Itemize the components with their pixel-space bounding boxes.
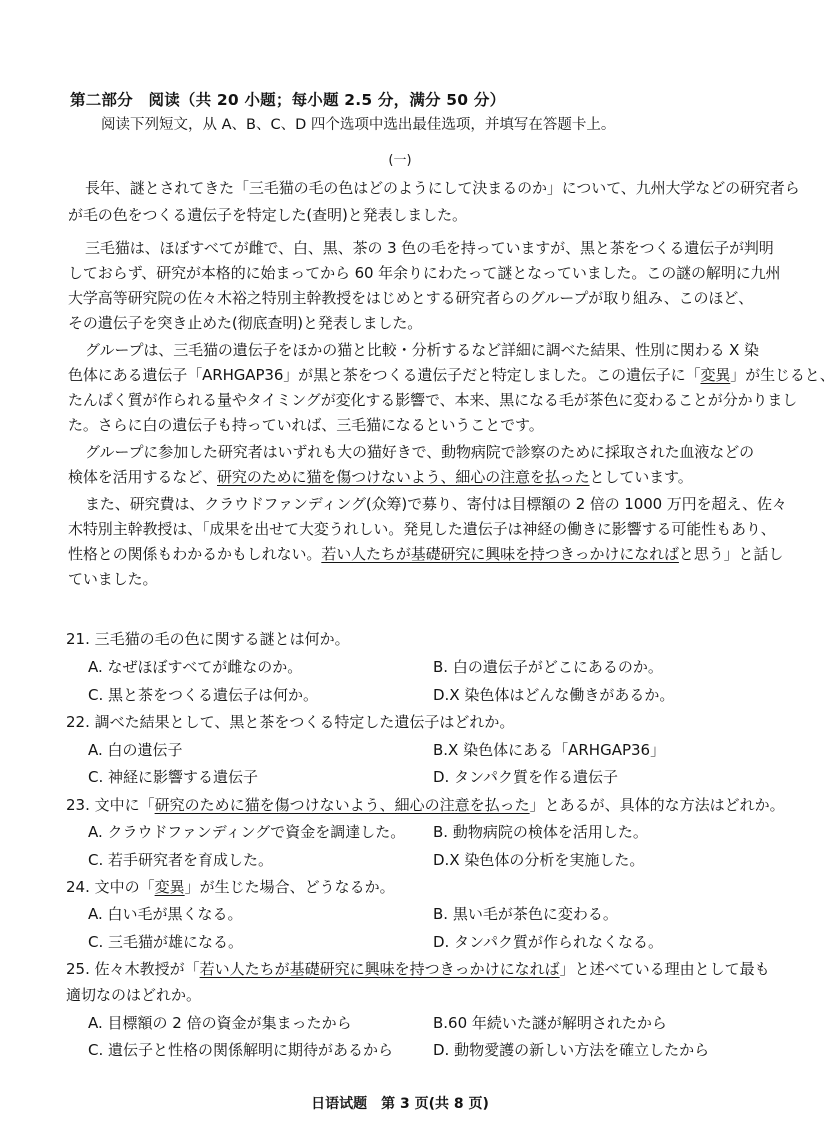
- question-23-option-b: B. 動物病院の検体を活用した。: [433, 823, 648, 841]
- underlined-phrase: 研究のために猫を傷つけないよう、細心の注意を払った: [154, 796, 530, 814]
- section-instruction: 阅读下列短文，从 A、B、C、D 四个选项中选出最佳选项，并填写在答题卡上。: [101, 117, 616, 133]
- stem-text: 24. 文中の「: [66, 878, 155, 896]
- question-21-option-d: D.X 染色体はどんな働きがあるか。: [433, 686, 675, 704]
- passage-line: グループに参加した研究者はいずれも大の猫好きで、動物病院で診察のために採取された血液などの: [85, 443, 755, 461]
- underlined-phrase: 研究のために猫を傷つけないよう、細心の注意を払った: [217, 468, 590, 486]
- stem-text: 25. 佐々木教授が「: [66, 960, 200, 978]
- passage-line: ていました。: [68, 570, 158, 588]
- passage-line: しておらず、研究が本格的に始まってから 60 年余りにわたって謎となっていました。この謎の解明に九州: [68, 264, 781, 282]
- underlined-term: 変異: [700, 366, 731, 384]
- question-24-stem: [66, 876, 395, 897]
- question-22-option-a: A. 白の遺伝子: [88, 741, 183, 759]
- passage-text: 検体を活用するなど、: [68, 468, 218, 486]
- question-24-option-c: C. 三毛猫が雄になる。: [88, 933, 244, 951]
- question-22-option-c: C. 神経に影響する遺伝子: [88, 768, 259, 786]
- underlined-phrase: 若い人たちが基礎研究に興味を持つきっかけになれば: [321, 545, 679, 563]
- passage-number: (一): [388, 153, 412, 168]
- stem-text: 」とあるが、具体的な方法はどれか。: [529, 796, 785, 814]
- question-25-option-b: B.60 年続いた謎が解明されたから: [433, 1014, 667, 1032]
- stem-text: 」と述べている理由として最も: [559, 960, 770, 978]
- question-22-option-d: D. タンパク質を作る遺伝子: [433, 768, 619, 786]
- passage-text: 色体にある遺伝子「ARHGAP36」が黒と茶をつくる遺伝子だと特定しました。この遺伝子に「: [68, 366, 701, 384]
- question-23-option-d: D.X 染色体の分析を実施した。: [433, 851, 645, 869]
- passage-line: が毛の色をつくる遺伝子を特定した(查明)と発表しました。: [68, 206, 467, 224]
- passage-line: [68, 364, 835, 385]
- question-24-option-a: A. 白い毛が黒くなる。: [88, 905, 243, 923]
- passage-text: 性格との関係もわかるかもしれない。: [68, 545, 322, 563]
- underlined-phrase: 若い人たちが基礎研究に興味を持つきっかけになれば: [199, 960, 560, 978]
- question-25-stem-line2: 適切なのはどれか。: [66, 986, 202, 1004]
- question-22-option-b: B.X 染色体にある「ARHGAP36」: [433, 741, 666, 759]
- passage-text: と思う」と話し: [678, 545, 784, 563]
- question-23-option-a: A. クラウドファンディングで資金を調達した。: [88, 823, 406, 841]
- passage-text: としています。: [589, 468, 693, 486]
- passage-line: たんぱく質が作られる量やタイミングが変化する影響で、本来、黒になる毛が茶色に変わることが分かりまし: [68, 391, 798, 409]
- passage-line: その遺伝子を突き止めた(彻底查明)と発表しました。: [68, 314, 423, 332]
- question-21-option-c: C. 黒と茶をつくる遺伝子は何か。: [88, 686, 319, 704]
- question-25-option-d: D. 動物愛護の新しい方法を確立したから: [433, 1041, 710, 1059]
- passage-line: た。さらに白の遺伝子も持っていれば、三毛猫になるということです。: [68, 416, 544, 434]
- question-25-option-c: C. 遺伝子と性格の関係解明に期待があるから: [88, 1041, 394, 1059]
- question-23-stem: [66, 794, 785, 815]
- passage-line: [68, 466, 693, 487]
- passage-line: グループは、三毛猫の遺伝子をほかの猫と比較・分析するなど詳細に調べた結果、性別に関わる X 染: [85, 341, 759, 359]
- question-23-option-c: C. 若手研究者を育成した。: [88, 851, 274, 869]
- question-21-option-a: A. なぜほぼすべてが雌なのか。: [88, 658, 303, 676]
- question-22-stem: 22. 調べた結果として、黒と茶をつくる特定した遺伝子はどれか。: [66, 713, 515, 731]
- passage-line: 木特別主幹教授は、「成果を出せて大変うれしい。発見した遺伝子は神経の働きに影響する可能性もあり、: [68, 520, 776, 538]
- passage-line: [68, 543, 783, 564]
- underlined-term: 変異: [154, 878, 185, 896]
- passage-line: 長年、謎とされてきた「三毛猫の毛の色はどのようにして決まるのか」について、九州大学などの研究者ら: [85, 179, 800, 197]
- question-25-stem: [66, 958, 770, 979]
- stem-text: 23. 文中に「: [66, 796, 155, 814]
- passage-text: 」が生じると、: [730, 366, 835, 384]
- question-21-option-b: B. 白の遺伝子がどこにあるのか。: [433, 658, 663, 676]
- question-24-option-d: D. タンパク質が作られなくなる。: [433, 933, 664, 951]
- section-title: 第二部分 阅读（共 20 小题；每小题 2.5 分，满分 50 分）: [70, 91, 506, 109]
- passage-line: また、研究費は、クラウドファンディング(众筹)で募り、寄付は目標額の 2 倍の 1000 万円を超え、佐々: [85, 495, 787, 513]
- passage-line: 大学高等研究院の佐々木裕之特別主幹教授をはじめとする研究者らのグループが取り組み、このほど、: [68, 289, 754, 307]
- passage-line: 三毛猫は、ほぼすべてが雌で、白、黒、茶の 3 色の毛を持っていますが、黒と茶をつくる遺伝子が判明: [85, 239, 774, 257]
- question-25-option-a: A. 目標額の 2 倍の資金が集まったから: [88, 1014, 352, 1032]
- stem-text: 」が生じた場合、どうなるか。: [184, 878, 395, 896]
- question-21-stem: 21. 三毛猫の毛の色に関する謎とは何か。: [66, 630, 350, 648]
- page-footer: 日语试题 第 3 页(共 8 页): [311, 1096, 489, 1112]
- question-24-option-b: B. 黒い毛が茶色に変わる。: [433, 905, 618, 923]
